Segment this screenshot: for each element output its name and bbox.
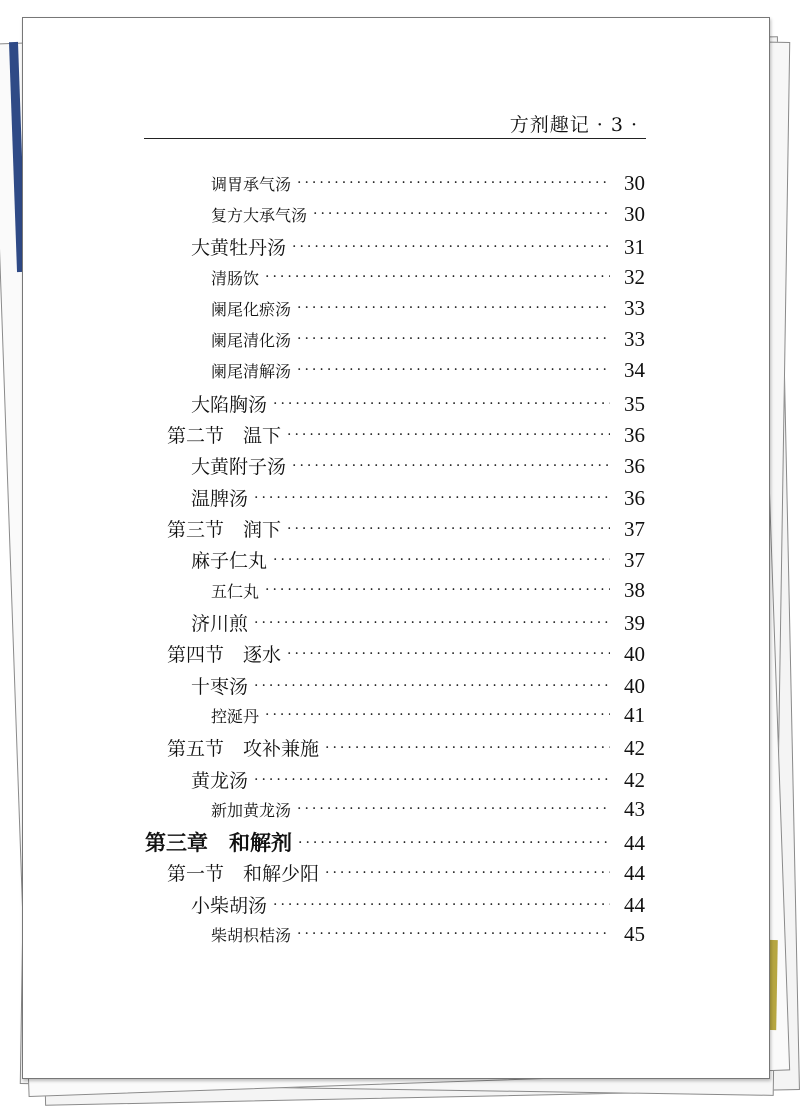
toc-entry[interactable] bbox=[191, 766, 645, 793]
toc-section-page: 44 bbox=[624, 861, 645, 885]
dot-leader bbox=[265, 707, 610, 723]
toc-entry-page: 30 bbox=[624, 202, 645, 226]
toc-entry-title: 柴胡枳桔汤 bbox=[211, 926, 292, 945]
toc-entry-page: 41 bbox=[624, 703, 645, 727]
toc-entry[interactable] bbox=[191, 484, 645, 511]
toc-entry-page: 37 bbox=[624, 548, 645, 572]
toc-entry[interactable] bbox=[191, 546, 645, 573]
toc-entry-title: 温脾汤 bbox=[191, 488, 249, 510]
toc-entry-title: 大黄牡丹汤 bbox=[191, 237, 287, 259]
toc-entry-title: 复方大承气汤 bbox=[211, 206, 308, 225]
toc-entry-title: 大陷胸汤 bbox=[191, 394, 268, 416]
toc-entry[interactable] bbox=[211, 922, 645, 947]
book-page bbox=[22, 17, 770, 1079]
toc-entry-title: 新加黄龙汤 bbox=[211, 801, 292, 820]
toc-entry-page: 44 bbox=[624, 893, 645, 917]
dot-leader bbox=[254, 615, 610, 631]
dot-leader bbox=[265, 582, 610, 598]
dot-leader bbox=[273, 897, 610, 913]
toc-section[interactable] bbox=[167, 515, 645, 542]
dot-leader bbox=[313, 206, 610, 222]
toc-entry[interactable] bbox=[211, 265, 645, 290]
toc-entry-page: 36 bbox=[624, 486, 645, 510]
toc-entry-page: 30 bbox=[624, 171, 645, 195]
toc-entry-title: 小柴胡汤 bbox=[191, 895, 268, 917]
dot-leader bbox=[287, 427, 610, 443]
toc-entry-title: 十枣汤 bbox=[191, 676, 249, 698]
toc-entry-page: 45 bbox=[624, 922, 645, 946]
toc-entry[interactable] bbox=[211, 703, 645, 728]
toc-entry[interactable] bbox=[211, 797, 645, 822]
toc-entry-title: 阑尾清解汤 bbox=[211, 362, 292, 381]
toc-entry[interactable] bbox=[191, 609, 645, 636]
toc-section-page: 37 bbox=[624, 517, 645, 541]
toc-section-title: 第一节 和解少阳 bbox=[167, 863, 320, 885]
toc-entry-page: 33 bbox=[624, 327, 645, 351]
toc-entry[interactable] bbox=[191, 233, 645, 260]
toc-entry-page: 39 bbox=[624, 611, 645, 635]
toc-entry-page: 35 bbox=[624, 392, 645, 416]
toc-chapter-title: 第三章 和解剂 bbox=[145, 831, 292, 855]
toc-entry-page: 34 bbox=[624, 358, 645, 382]
toc-entry-title: 济川煎 bbox=[191, 613, 249, 635]
toc-entry-title: 阑尾清化汤 bbox=[211, 331, 292, 350]
toc-entry-title: 麻子仁丸 bbox=[191, 550, 268, 572]
toc-entry[interactable] bbox=[191, 672, 645, 699]
dot-leader bbox=[298, 835, 610, 851]
toc-entry-page: 38 bbox=[624, 578, 645, 602]
toc-entry[interactable] bbox=[211, 296, 645, 321]
toc-section-title: 第三节 润下 bbox=[167, 519, 282, 541]
toc-section[interactable] bbox=[167, 859, 645, 886]
dot-leader bbox=[273, 552, 610, 568]
toc-chapter-page: 44 bbox=[624, 831, 645, 855]
toc-section-page: 40 bbox=[624, 642, 645, 666]
dot-leader bbox=[292, 239, 610, 255]
toc-entry-title: 清肠饮 bbox=[211, 269, 260, 288]
dot-leader bbox=[292, 458, 610, 474]
toc-entry[interactable] bbox=[191, 452, 645, 479]
toc-entry-title: 五仁丸 bbox=[211, 582, 260, 601]
toc-entry[interactable] bbox=[211, 171, 645, 196]
dot-leader bbox=[254, 772, 610, 788]
dot-leader bbox=[287, 521, 610, 537]
dot-leader bbox=[254, 678, 610, 694]
toc-section-title: 第五节 攻补兼施 bbox=[167, 738, 320, 760]
toc-entry[interactable] bbox=[191, 891, 645, 918]
dot-leader bbox=[297, 926, 610, 942]
toc-entry-page: 32 bbox=[624, 265, 645, 289]
toc-entry-page: 33 bbox=[624, 296, 645, 320]
toc-section-title: 第四节 逐水 bbox=[167, 644, 282, 666]
toc-section-page: 36 bbox=[624, 423, 645, 447]
dot-leader bbox=[287, 646, 610, 662]
toc-entry[interactable] bbox=[211, 202, 645, 227]
toc-section-page: 42 bbox=[624, 736, 645, 760]
toc-entry[interactable] bbox=[211, 327, 645, 352]
toc-entry-page: 31 bbox=[624, 235, 645, 259]
running-header-text: 方剂趣记 · 3 · bbox=[509, 114, 638, 136]
toc-entry-page: 36 bbox=[624, 454, 645, 478]
toc-section[interactable] bbox=[167, 734, 645, 761]
dot-leader bbox=[265, 269, 610, 285]
dot-leader bbox=[325, 865, 610, 881]
toc-entry[interactable] bbox=[211, 358, 645, 383]
dot-leader bbox=[297, 175, 610, 191]
toc-entry-page: 43 bbox=[624, 797, 645, 821]
toc-entry-page: 40 bbox=[624, 674, 645, 698]
toc-entry-title: 黄龙汤 bbox=[191, 770, 249, 792]
dot-leader bbox=[273, 396, 610, 412]
toc-entry-page: 42 bbox=[624, 768, 645, 792]
dot-leader bbox=[297, 300, 610, 316]
toc-entry[interactable] bbox=[211, 578, 645, 603]
toc-entry-title: 大黄附子汤 bbox=[191, 456, 287, 478]
dot-leader bbox=[254, 490, 610, 506]
toc-entry[interactable] bbox=[191, 390, 645, 417]
toc-section[interactable] bbox=[167, 640, 645, 667]
dot-leader bbox=[297, 331, 610, 347]
toc-entry-title: 控涎丹 bbox=[211, 707, 260, 726]
dot-leader bbox=[325, 740, 610, 756]
toc-chapter[interactable] bbox=[145, 827, 645, 857]
toc-section[interactable] bbox=[167, 421, 645, 448]
toc-entry-title: 调胃承气汤 bbox=[211, 175, 292, 194]
table-of-contents bbox=[23, 18, 769, 1078]
dot-leader bbox=[297, 801, 610, 817]
toc-section-title: 第二节 温下 bbox=[167, 425, 282, 447]
dot-leader bbox=[297, 362, 610, 378]
toc-entry-title: 阑尾化瘀汤 bbox=[211, 300, 292, 319]
